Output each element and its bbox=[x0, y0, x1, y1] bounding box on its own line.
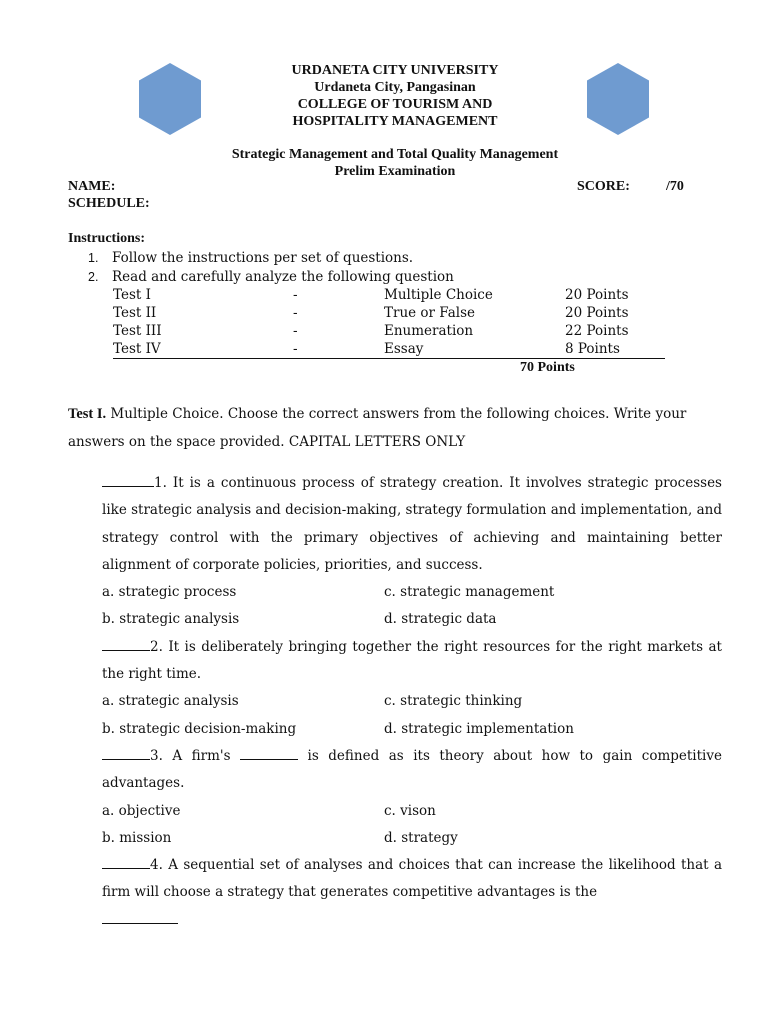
test-points: 20 Points bbox=[565, 305, 629, 321]
choice-a: a. strategic process bbox=[102, 584, 237, 601]
score-total: /70 bbox=[666, 179, 684, 194]
question-4 bbox=[102, 852, 722, 907]
table-row bbox=[113, 304, 665, 322]
question-1-choices bbox=[102, 579, 722, 634]
table-row bbox=[113, 340, 665, 359]
instruction-number: 1. bbox=[88, 251, 99, 265]
question-2-choices bbox=[102, 688, 722, 743]
table-row bbox=[113, 322, 665, 340]
question-text-before: 3. A firm's bbox=[150, 747, 241, 764]
inline-blank bbox=[240, 745, 298, 760]
total-points: 70 Points bbox=[520, 360, 575, 375]
choice-a: a. strategic analysis bbox=[102, 693, 239, 710]
choice-d: d. strategic data bbox=[384, 611, 497, 628]
table-row bbox=[113, 286, 665, 304]
test-dash: - bbox=[293, 340, 384, 359]
exam-title: Prelim Examination bbox=[334, 164, 456, 179]
choice-a: a. objective bbox=[102, 802, 181, 819]
test-name: Test II bbox=[113, 305, 157, 321]
answer-blank[interactable] bbox=[102, 636, 150, 651]
university-city: Urdaneta City, Pangasinan bbox=[314, 80, 476, 95]
question-1 bbox=[102, 470, 722, 579]
test-type: Enumeration bbox=[384, 323, 474, 339]
test-points: 8 Points bbox=[565, 340, 665, 359]
test-name: Test I bbox=[113, 287, 151, 303]
instruction-item bbox=[88, 268, 454, 287]
instruction-number: 2. bbox=[88, 270, 99, 284]
subject-title: Strategic Management and Total Quality Management bbox=[231, 147, 559, 162]
instructions-list bbox=[88, 249, 454, 287]
test1-text: Multiple Choice. Choose the correct answers from the following choices. Write your answers on the space provided. CAPITAL LETTERS ONLY bbox=[68, 406, 687, 450]
answer-blank[interactable] bbox=[102, 472, 154, 487]
inline-blank bbox=[102, 909, 178, 924]
university-name: URDANETA CITY UNIVERSITY bbox=[291, 63, 499, 78]
question-2 bbox=[102, 634, 722, 689]
choice-b: b. mission bbox=[102, 829, 172, 846]
name-label: NAME: bbox=[68, 179, 116, 194]
instruction-text: Read and carefully analyze the following question bbox=[112, 269, 454, 285]
test-type: Essay bbox=[384, 340, 565, 359]
test-breakdown-table bbox=[113, 286, 665, 359]
test-type: Multiple Choice bbox=[384, 287, 493, 303]
college-name-line2: HOSPITALITY MANAGEMENT bbox=[292, 114, 498, 129]
schedule-label: SCHEDULE: bbox=[68, 196, 150, 211]
test-dash: - bbox=[293, 287, 298, 303]
choice-c: c. strategic management bbox=[384, 584, 555, 601]
choice-b: b. strategic analysis bbox=[102, 611, 240, 628]
answer-blank[interactable] bbox=[102, 745, 150, 760]
instructions-title: Instructions: bbox=[68, 231, 146, 246]
test-dash: - bbox=[293, 305, 298, 321]
instruction-text: Follow the instructions per set of questions. bbox=[112, 250, 414, 266]
choice-b: b. strategic decision-making bbox=[102, 720, 297, 737]
question-4-trailing-blank bbox=[102, 907, 722, 934]
question-text: 1. It is a continuous process of strategy creation. It involves strategic processes like strategic analysis and decision-making, strategy formulation and implementation, and strategy control with the primary objectives of achieving and maintaining better alignment of corporate policies, priorities, and success. bbox=[102, 475, 722, 573]
instruction-item bbox=[88, 249, 454, 268]
college-name-line1: COLLEGE OF TOURISM AND bbox=[297, 97, 493, 112]
choice-c: c. vison bbox=[384, 802, 436, 819]
test-dash: - bbox=[293, 323, 298, 339]
test1-label: Test I. bbox=[68, 406, 107, 422]
university-header bbox=[170, 62, 620, 130]
test-name: Test IV bbox=[113, 340, 293, 359]
test1-instructions bbox=[68, 400, 708, 456]
question-3 bbox=[102, 743, 722, 798]
choice-d: d. strategy bbox=[384, 829, 458, 846]
question-text: 2. It is deliberately bringing together the right resources for the right markets at the right time. bbox=[102, 638, 722, 683]
question-text-after: is defined as its theory about how to gain competitive advantages. bbox=[102, 747, 722, 792]
test-points: 20 Points bbox=[565, 287, 629, 303]
exam-subject bbox=[140, 146, 650, 180]
test-name: Test III bbox=[113, 323, 162, 339]
test-type: True or False bbox=[384, 305, 476, 321]
choice-c: c. strategic thinking bbox=[384, 693, 523, 710]
questions-list bbox=[102, 470, 722, 934]
test-points: 22 Points bbox=[565, 323, 629, 339]
answer-blank[interactable] bbox=[102, 854, 150, 869]
question-3-choices bbox=[102, 798, 722, 853]
score-label: SCORE: bbox=[577, 179, 630, 194]
choice-d: d. strategic implementation bbox=[384, 720, 574, 737]
question-text: 4. A sequential set of analyses and choices that can increase the likelihood that a firm will choose a strategy that generates competitive advantages is the bbox=[102, 857, 722, 901]
